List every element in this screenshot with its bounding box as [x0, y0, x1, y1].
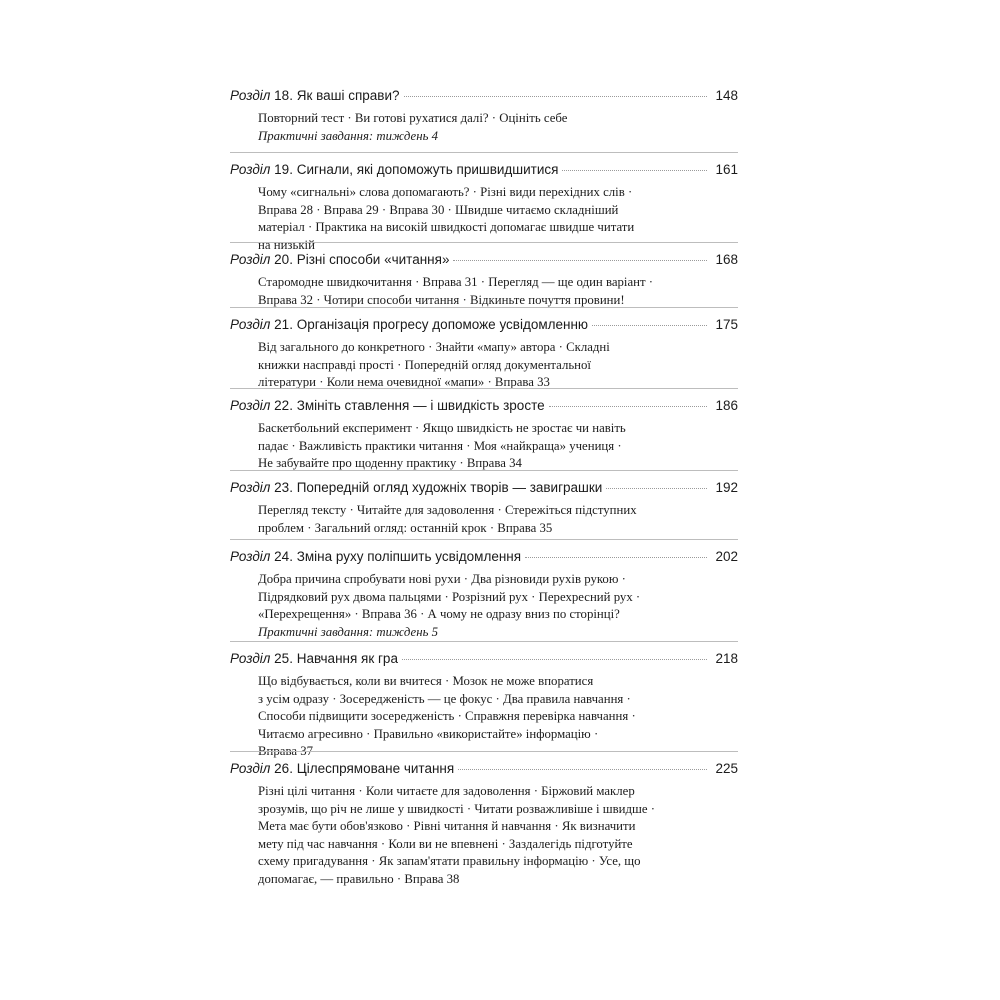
dot-leader: [453, 260, 707, 261]
dot-leader: [562, 170, 707, 171]
chapter-divider: [230, 641, 738, 642]
chapter-divider: [230, 470, 738, 471]
dot-leader: [606, 488, 707, 489]
chapter-heading: [230, 88, 738, 110]
chapter-title: [230, 480, 602, 495]
chapter-label: Розділ: [230, 480, 271, 495]
toc-entry: [230, 162, 738, 254]
page-number: 192: [715, 480, 738, 495]
contents-line: Не забувайте про щоденну практику · Вправа 34: [258, 456, 522, 470]
chapter-label: Розділ: [230, 549, 271, 564]
chapter-label: Розділ: [230, 398, 271, 413]
toc-entry: [230, 549, 738, 641]
chapter-number: 25.: [270, 651, 297, 666]
chapter-label: Розділ: [230, 162, 271, 177]
toc-entry: [230, 317, 738, 392]
contents-line: проблем · Загальний огляд: останній крок · Вправа 35: [258, 520, 553, 535]
contents-line: Читаємо агресивно · Правильно «використайте» інформацію ·: [258, 726, 599, 741]
contents-line: Різні цілі читання · Коли читаєте для задоволення · Біржовий маклер: [258, 784, 635, 798]
chapter-number: 18.: [270, 88, 297, 103]
page-number: 168: [715, 252, 738, 267]
chapter-name: Різні способи «читання»: [296, 252, 450, 267]
chapter-number: 26.: [270, 761, 297, 776]
contents-line: Способи підвищити зосередженість · Справжня перевірка навчання ·: [258, 709, 636, 723]
toc-entry: [230, 88, 738, 145]
chapter-number: 24.: [270, 549, 297, 564]
page-number: 218: [715, 651, 738, 666]
contents-line: Підрядковий рух двома пальцями · Розрізний рух · Перехресний рух ·: [258, 589, 641, 604]
chapter-name: Навчання як гра: [296, 651, 398, 666]
chapter-title: [230, 549, 521, 564]
contents-line: схему пригадування · Як запам'ятати правильну інформацію · Усе, що: [258, 854, 641, 868]
dot-leader: [592, 325, 707, 326]
chapter-name: Як ваші справи?: [296, 88, 400, 103]
chapter-title: [230, 252, 449, 267]
practice-note: Практичні завдання: тиждень 4: [258, 128, 439, 143]
contents-line: літератури · Коли нема очевидної «мапи» · Вправа 33: [258, 375, 550, 389]
chapter-heading: [230, 162, 738, 184]
chapter-divider: [230, 307, 738, 308]
chapter-contents: [230, 339, 738, 392]
contents-line: Чому «сигнальні» слова допомагають? · Різні види перехідних слів ·: [258, 185, 633, 199]
chapter-label: Розділ: [230, 651, 271, 666]
dot-leader: [402, 659, 708, 660]
chapter-heading: [230, 549, 738, 571]
page-number: 202: [715, 549, 738, 564]
chapter-name: Попередній огляд художніх творів — завиграшки: [296, 480, 603, 495]
contents-line: Перегляд тексту · Читайте для задоволення · Стережіться підступних: [258, 503, 637, 517]
dot-leader: [549, 406, 708, 407]
page-number: 161: [715, 162, 738, 177]
chapter-label: Розділ: [230, 252, 271, 267]
contents-line: з усім одразу · Зосередженість — це фокус · Два правила навчання ·: [258, 691, 631, 706]
chapter-heading: [230, 761, 738, 783]
chapter-contents: [230, 274, 738, 309]
chapter-number: 19.: [270, 162, 297, 177]
contents-line: Баскетбольний експеримент · Якщо швидкість не зростає чи навіть: [258, 421, 626, 435]
contents-line: Повторний тест · Ви готові рухатися далі? · Оцініть себе: [258, 111, 568, 125]
chapter-number: 21.: [270, 317, 297, 332]
toc-entry: [230, 252, 738, 309]
toc-entry: [230, 398, 738, 473]
chapter-divider: [230, 751, 738, 752]
contents-line: мету під час навчання · Коли ви не впевнені · Заздалегідь підготуйте: [258, 836, 633, 851]
contents-line: «Перехрещення» · Вправа 36 · А чому не одразу вниз по сторінці?: [258, 607, 620, 621]
chapter-label: Розділ: [230, 88, 271, 103]
chapter-contents: [230, 571, 738, 641]
chapter-contents: [230, 420, 738, 473]
contents-line: книжки насправді прості · Попередній огляд документальної: [258, 357, 591, 372]
contents-line: допомагає, — правильно · Вправа 38: [258, 871, 460, 886]
contents-line: Старомодне швидкочитання · Вправа 31 · Перегляд — ще один варіант ·: [258, 275, 654, 289]
contents-line: Мета має бути обов'язково · Рівні читання й навчання · Як визначити: [258, 819, 636, 833]
contents-line: Що відбувається, коли ви вчитеся · Мозок не може впоратися: [258, 674, 594, 688]
chapter-title: [230, 88, 400, 103]
toc-entry: [230, 480, 738, 537]
chapter-divider: [230, 388, 738, 389]
chapter-heading: [230, 252, 738, 274]
chapter-divider: [230, 152, 738, 153]
dot-leader: [404, 96, 708, 97]
page-number: 225: [715, 761, 738, 776]
contents-line: Вправа 37: [258, 744, 314, 758]
dot-leader: [458, 769, 707, 770]
chapter-number: 20.: [270, 252, 297, 267]
contents-line: зрозумів, що річ не лише у швидкості · Читати розважливіше і швидше ·: [258, 801, 656, 816]
toc-entry: [230, 761, 738, 888]
contents-line: на низькій: [258, 237, 315, 252]
page-number: 148: [715, 88, 738, 103]
contents-line: Добра причина спробувати нові рухи · Два різновиди рухів рукою ·: [258, 572, 626, 586]
chapter-heading: [230, 398, 738, 420]
chapter-divider: [230, 242, 738, 243]
chapter-contents: [230, 110, 738, 145]
chapter-title: [230, 398, 545, 413]
chapter-number: 22.: [270, 398, 297, 413]
chapter-heading: [230, 317, 738, 339]
contents-line: Вправа 28 · Вправа 29 · Вправа 30 · Швидше читаємо складніший: [258, 202, 619, 217]
dot-leader: [525, 557, 707, 558]
chapter-heading: [230, 480, 738, 502]
chapter-title: [230, 651, 398, 666]
chapter-heading: [230, 651, 738, 673]
chapter-name: Сигнали, які допоможуть пришвидшитися: [296, 162, 559, 177]
toc-entry: [230, 651, 738, 761]
chapter-title: [230, 317, 588, 332]
contents-line: падає · Важливість практики читання · Моя «найкраща» учениця ·: [258, 438, 622, 453]
chapter-name: Зміна руху поліпшить усвідомлення: [296, 549, 522, 564]
chapter-name: Цілеспрямоване читання: [296, 761, 455, 776]
chapter-title: [230, 162, 558, 177]
chapter-contents: [230, 502, 738, 537]
chapter-title: [230, 761, 454, 776]
chapter-label: Розділ: [230, 317, 271, 332]
chapter-name: Організація прогресу допоможе усвідомленню: [296, 317, 589, 332]
contents-line: Вправа 32 · Чотири способи читання · Відкиньте почуття провини!: [258, 292, 625, 307]
page-number: 175: [715, 317, 738, 332]
contents-line: Від загального до конкретного · Знайти «мапу» автора · Складні: [258, 340, 610, 354]
chapter-contents: [230, 783, 738, 888]
chapter-name: Змініть ставлення — і швидкість зросте: [296, 398, 545, 413]
chapter-contents: [230, 184, 738, 254]
chapter-label: Розділ: [230, 761, 271, 776]
practice-note: Практичні завдання: тиждень 5: [258, 624, 439, 639]
chapter-contents: [230, 673, 738, 761]
chapter-divider: [230, 539, 738, 540]
page-number: 186: [715, 398, 738, 413]
contents-line: матеріал · Практика на високій швидкості допомагає швидше читати: [258, 220, 635, 234]
chapter-number: 23.: [270, 480, 297, 495]
